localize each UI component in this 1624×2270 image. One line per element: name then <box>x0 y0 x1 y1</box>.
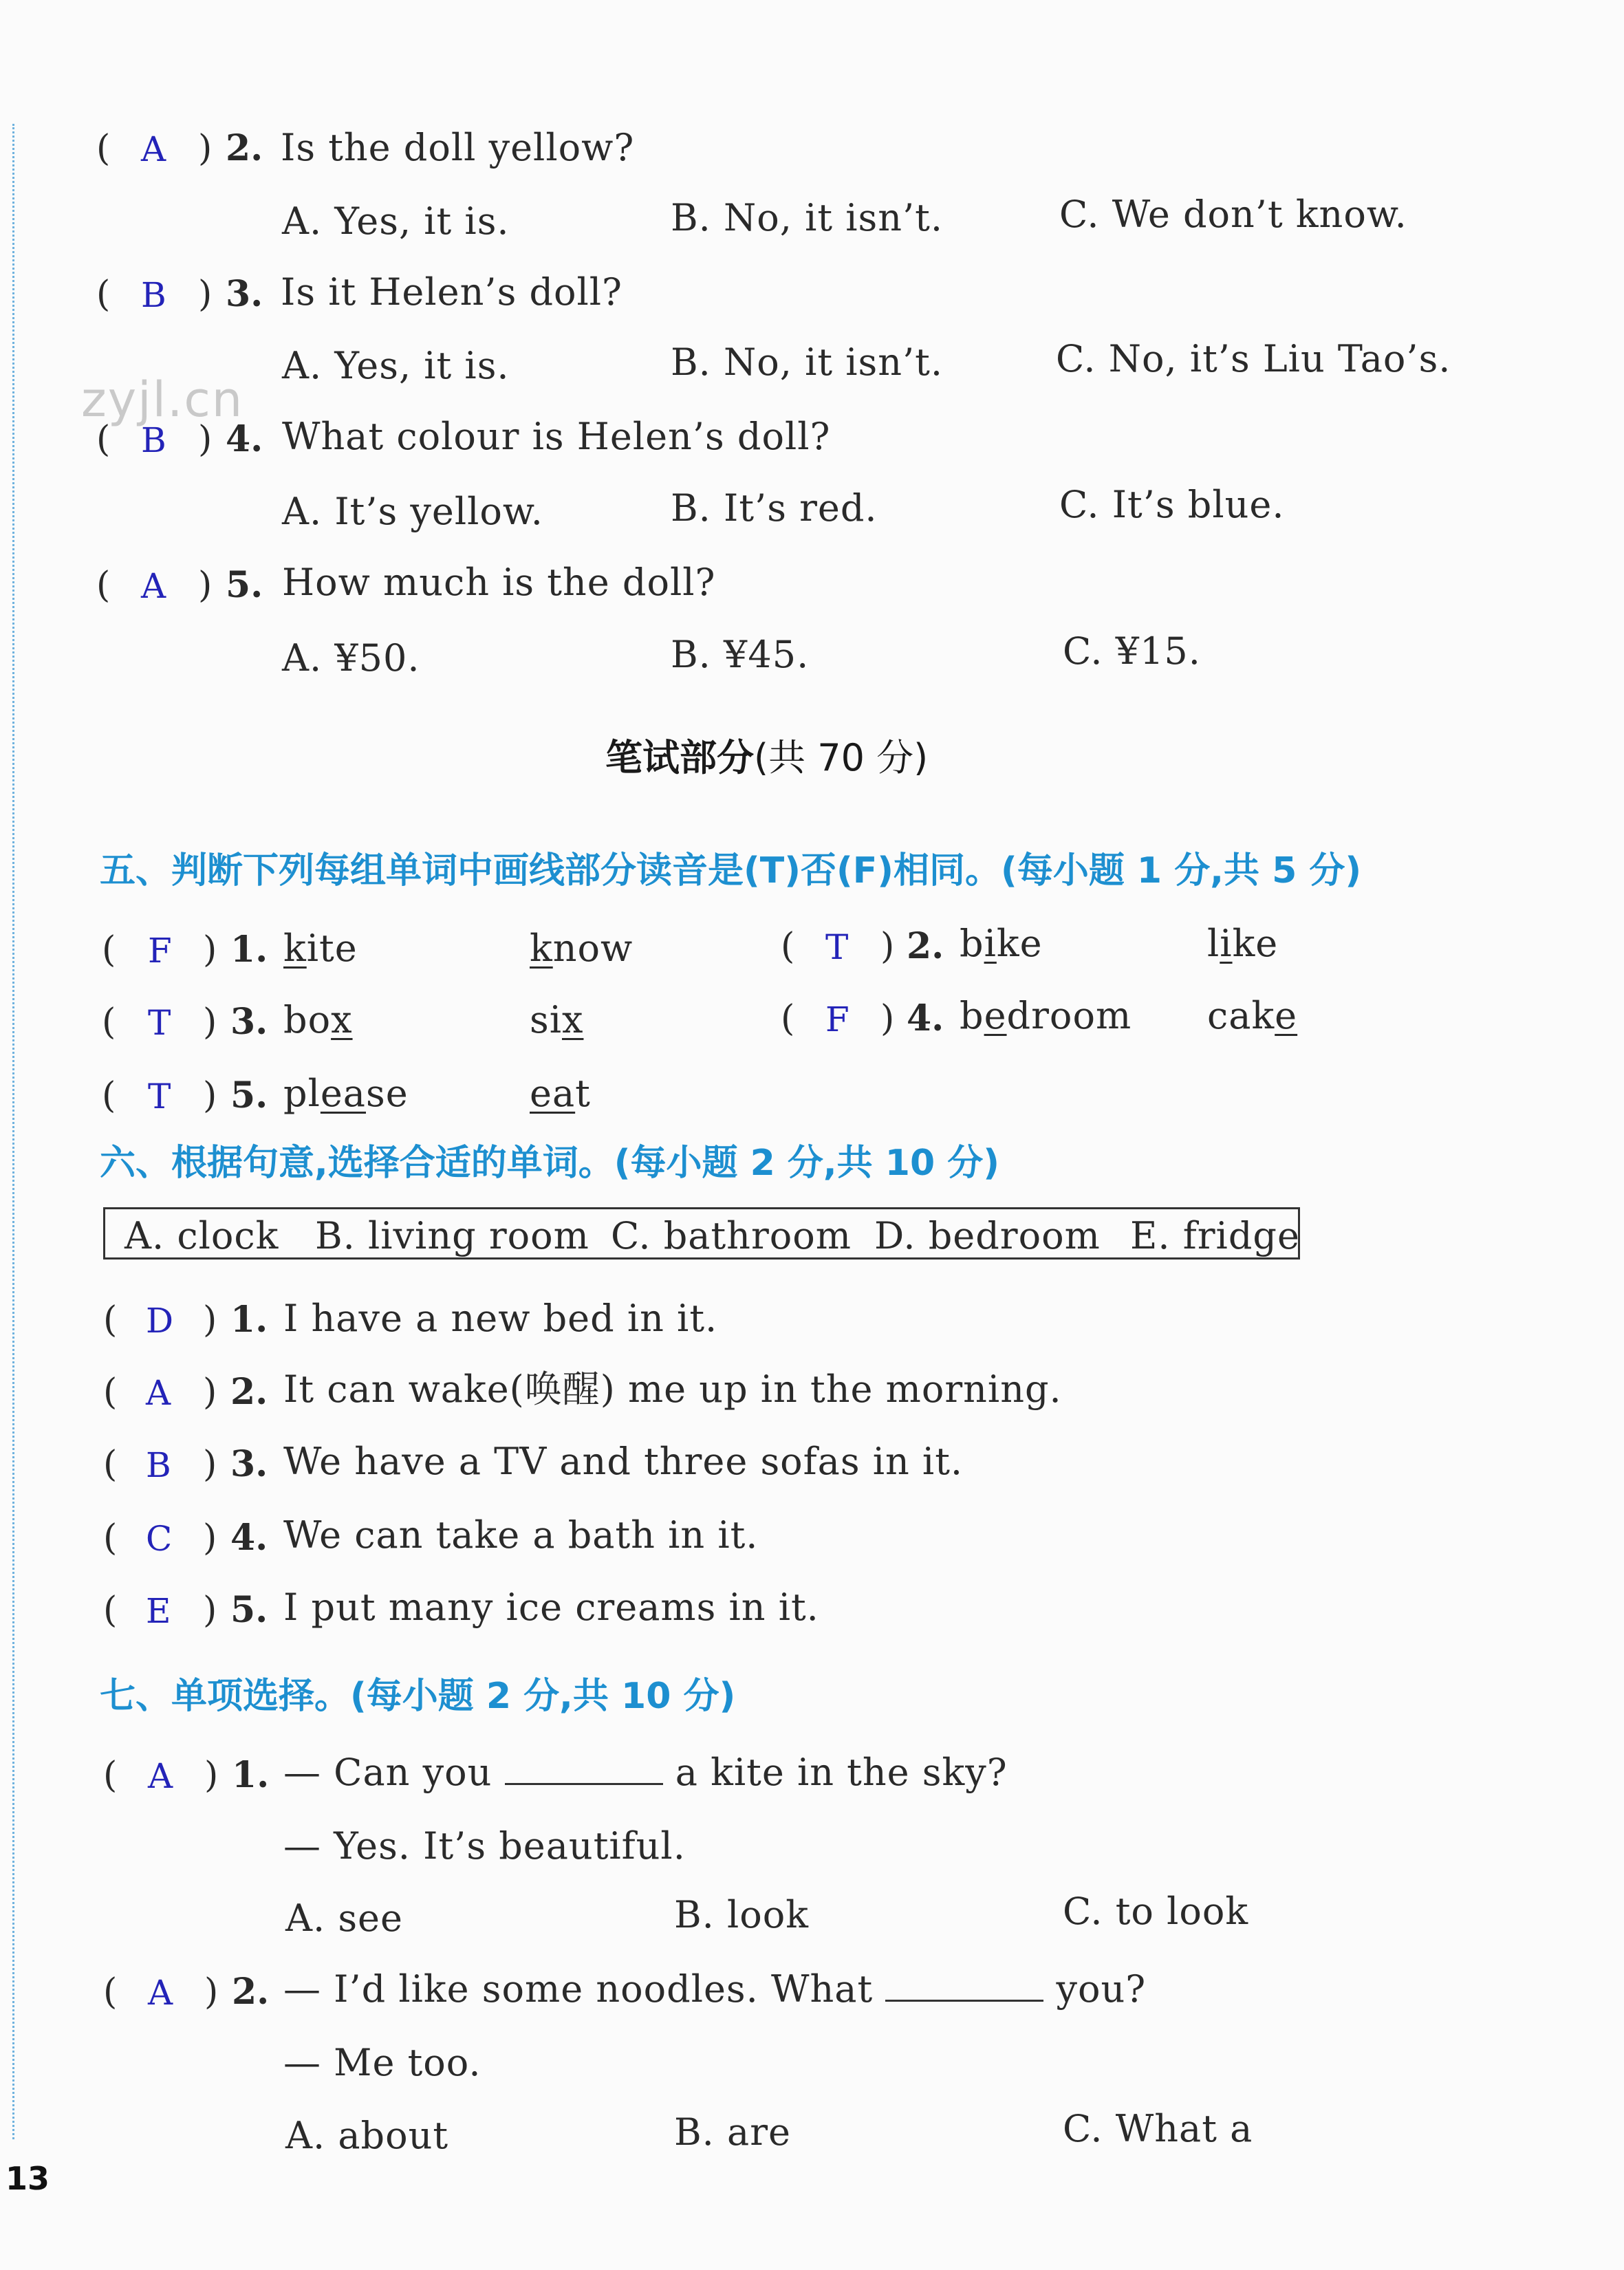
answer-paren-close: ) <box>880 998 895 1039</box>
section6-title: 六、根据句意,选择合适的单词。(每小题 2 分,共 10 分) <box>100 1143 999 1184</box>
answer-paren-open: ( <box>96 419 111 460</box>
option-a: A. about <box>285 2114 449 2157</box>
choice-c: C. bathroom <box>611 1214 852 1257</box>
dialogue-line-2: — Yes. It’s beautiful. <box>283 1824 686 1868</box>
answer-value: A <box>141 566 166 606</box>
option-a: A. Yes, it is. <box>282 199 510 243</box>
option-c: C. ¥15. <box>1063 629 1201 673</box>
answer-paren-open: ( <box>103 1971 118 2013</box>
word-1: kite <box>283 927 358 970</box>
word-2: like <box>1207 922 1279 965</box>
answer-paren-close: ) <box>203 1002 217 1043</box>
answer-paren-close: ) <box>198 565 213 606</box>
answer-paren-open: ( <box>781 998 795 1039</box>
word-2: six <box>530 998 584 1041</box>
answer-blank <box>505 1755 663 1785</box>
option-b: B. It’s red. <box>671 486 878 530</box>
answer-paren-open: ( <box>102 929 116 971</box>
question-text: What colour is Helen’s doll? <box>282 415 831 458</box>
word-2: know <box>530 927 634 970</box>
written-part-score: (共 70 分) <box>754 736 929 779</box>
choice-b: B. living room <box>315 1214 589 1257</box>
question-number: 4. <box>226 418 263 460</box>
answer-paren-close: ) <box>203 1517 217 1559</box>
question-number: 1. <box>230 1299 268 1341</box>
question-number: 4. <box>230 1517 268 1559</box>
answer-value: B <box>141 420 166 460</box>
answer-paren-close: ) <box>204 1755 219 1796</box>
sentence-text: I have a new bed in it. <box>283 1297 718 1340</box>
answer-paren-open: ( <box>102 1075 116 1116</box>
answer-paren-close: ) <box>880 926 895 967</box>
option-b: B. ¥45. <box>671 633 810 676</box>
question-number: 2. <box>230 1371 268 1413</box>
option-c: C. to look <box>1063 1890 1249 1933</box>
answer-value: T <box>148 1077 171 1116</box>
option-c: C. What a <box>1063 2107 1253 2150</box>
option-a: A. Yes, it is. <box>282 344 510 387</box>
answer-paren-close: ) <box>198 128 213 169</box>
choice-d: D. bedroom <box>874 1214 1101 1257</box>
question-number: 3. <box>226 273 263 315</box>
option-b: B. are <box>674 2110 791 2154</box>
answer-paren-open: ( <box>103 1372 118 1413</box>
answer-value: T <box>148 1003 171 1043</box>
answer-paren-open: ( <box>102 1002 116 1043</box>
sentence-text: We have a TV and three sofas in it. <box>283 1440 964 1483</box>
option-c: C. No, it’s Liu Tao’s. <box>1056 337 1451 380</box>
answer-value: A <box>141 129 166 169</box>
answer-blank <box>885 1972 1043 2002</box>
question-number: 3. <box>230 1001 268 1043</box>
question-number: 5. <box>230 1589 268 1631</box>
sentence-text: It can wake(唤醒) me up in the morning. <box>283 1368 1062 1411</box>
question-text: Is the doll yellow? <box>281 126 635 169</box>
answer-value: E <box>146 1591 171 1631</box>
answer-paren-open: ( <box>103 1590 118 1631</box>
option-c: C. We don’t know. <box>1059 193 1407 236</box>
answer-paren-close: ) <box>198 274 213 315</box>
written-part-title <box>605 736 929 779</box>
answer-value: A <box>148 1756 173 1796</box>
page-number: 13 <box>6 2160 50 2197</box>
answer-value: B <box>141 275 166 315</box>
answer-paren-open: ( <box>103 1517 118 1559</box>
answer-value: B <box>146 1445 171 1485</box>
option-a: A. ¥50. <box>282 636 420 680</box>
option-b: B. No, it isn’t. <box>671 340 944 384</box>
answer-value: T <box>825 927 849 967</box>
answer-paren-open: ( <box>96 274 111 315</box>
word-1: bike <box>960 922 1043 965</box>
question-number: 2. <box>226 127 263 169</box>
choice-e: E. fridge <box>1130 1214 1300 1257</box>
word-choice-box <box>103 1207 1300 1260</box>
question-text: How much is the doll? <box>282 561 716 604</box>
binding-dotted-line <box>12 124 14 2139</box>
choice-a: A. clock <box>124 1214 279 1257</box>
answer-paren-open: ( <box>103 1299 118 1341</box>
answer-value: F <box>825 999 849 1039</box>
section7-title: 七、单项选择。(每小题 2 分,共 10 分) <box>100 1676 736 1717</box>
answer-paren-close: ) <box>203 1372 217 1413</box>
question-number: 5. <box>230 1074 268 1116</box>
section5-title: 五、判断下列每组单词中画线部分读音是(T)否(F)相同。(每小题 1 分,共 5 分) <box>100 850 1362 891</box>
answer-value: C <box>146 1519 173 1559</box>
answer-paren-close: ) <box>203 1590 217 1631</box>
word-1: box <box>283 998 353 1041</box>
answer-paren-close: ) <box>203 1444 217 1485</box>
question-number: 1. <box>232 1754 270 1796</box>
option-b: B. look <box>674 1893 810 1936</box>
answer-paren-open: ( <box>103 1755 118 1796</box>
answer-value: A <box>148 1973 173 2013</box>
option-c: C. It’s blue. <box>1059 483 1285 526</box>
answer-value: F <box>148 931 172 971</box>
answer-paren-open: ( <box>96 128 111 169</box>
written-part-main: 笔试部分 <box>605 736 754 779</box>
answer-value: A <box>146 1373 171 1413</box>
answer-paren-close: ) <box>203 1075 217 1116</box>
word-1: bedroom <box>960 994 1132 1037</box>
answer-value: D <box>146 1301 174 1341</box>
watermark: zyjl.cn <box>81 371 244 428</box>
question-number: 3. <box>230 1443 268 1485</box>
answer-paren-open: ( <box>781 926 795 967</box>
option-b: B. No, it isn’t. <box>671 196 944 239</box>
sentence-text: I put many ice creams in it. <box>283 1586 819 1629</box>
answer-paren-close: ) <box>204 1971 219 2013</box>
question-number: 2. <box>232 1971 270 2013</box>
word-1: please <box>283 1072 409 1115</box>
option-a: A. see <box>285 1896 403 1940</box>
sentence-text: We can take a bath in it. <box>283 1513 759 1557</box>
word-2: eat <box>530 1072 591 1115</box>
dialogue-line-1: — I’d like some noodles. What you? <box>283 1967 1147 2011</box>
question-number: 5. <box>226 564 263 606</box>
question-text: Is it Helen’s doll? <box>281 270 623 314</box>
dialogue-line-2: — Me too. <box>283 2041 481 2084</box>
question-number: 4. <box>907 997 944 1039</box>
word-2: cake <box>1207 994 1298 1037</box>
answer-paren-close: ) <box>203 929 217 971</box>
dialogue-line-1: — Can you a kite in the sky? <box>283 1751 1008 1794</box>
answer-paren-open: ( <box>103 1444 118 1485</box>
answer-paren-open: ( <box>96 565 111 606</box>
question-number: 2. <box>907 925 944 967</box>
answer-paren-close: ) <box>198 419 213 460</box>
question-number: 1. <box>230 929 268 971</box>
option-a: A. It’s yellow. <box>282 490 543 533</box>
answer-paren-close: ) <box>203 1299 217 1341</box>
